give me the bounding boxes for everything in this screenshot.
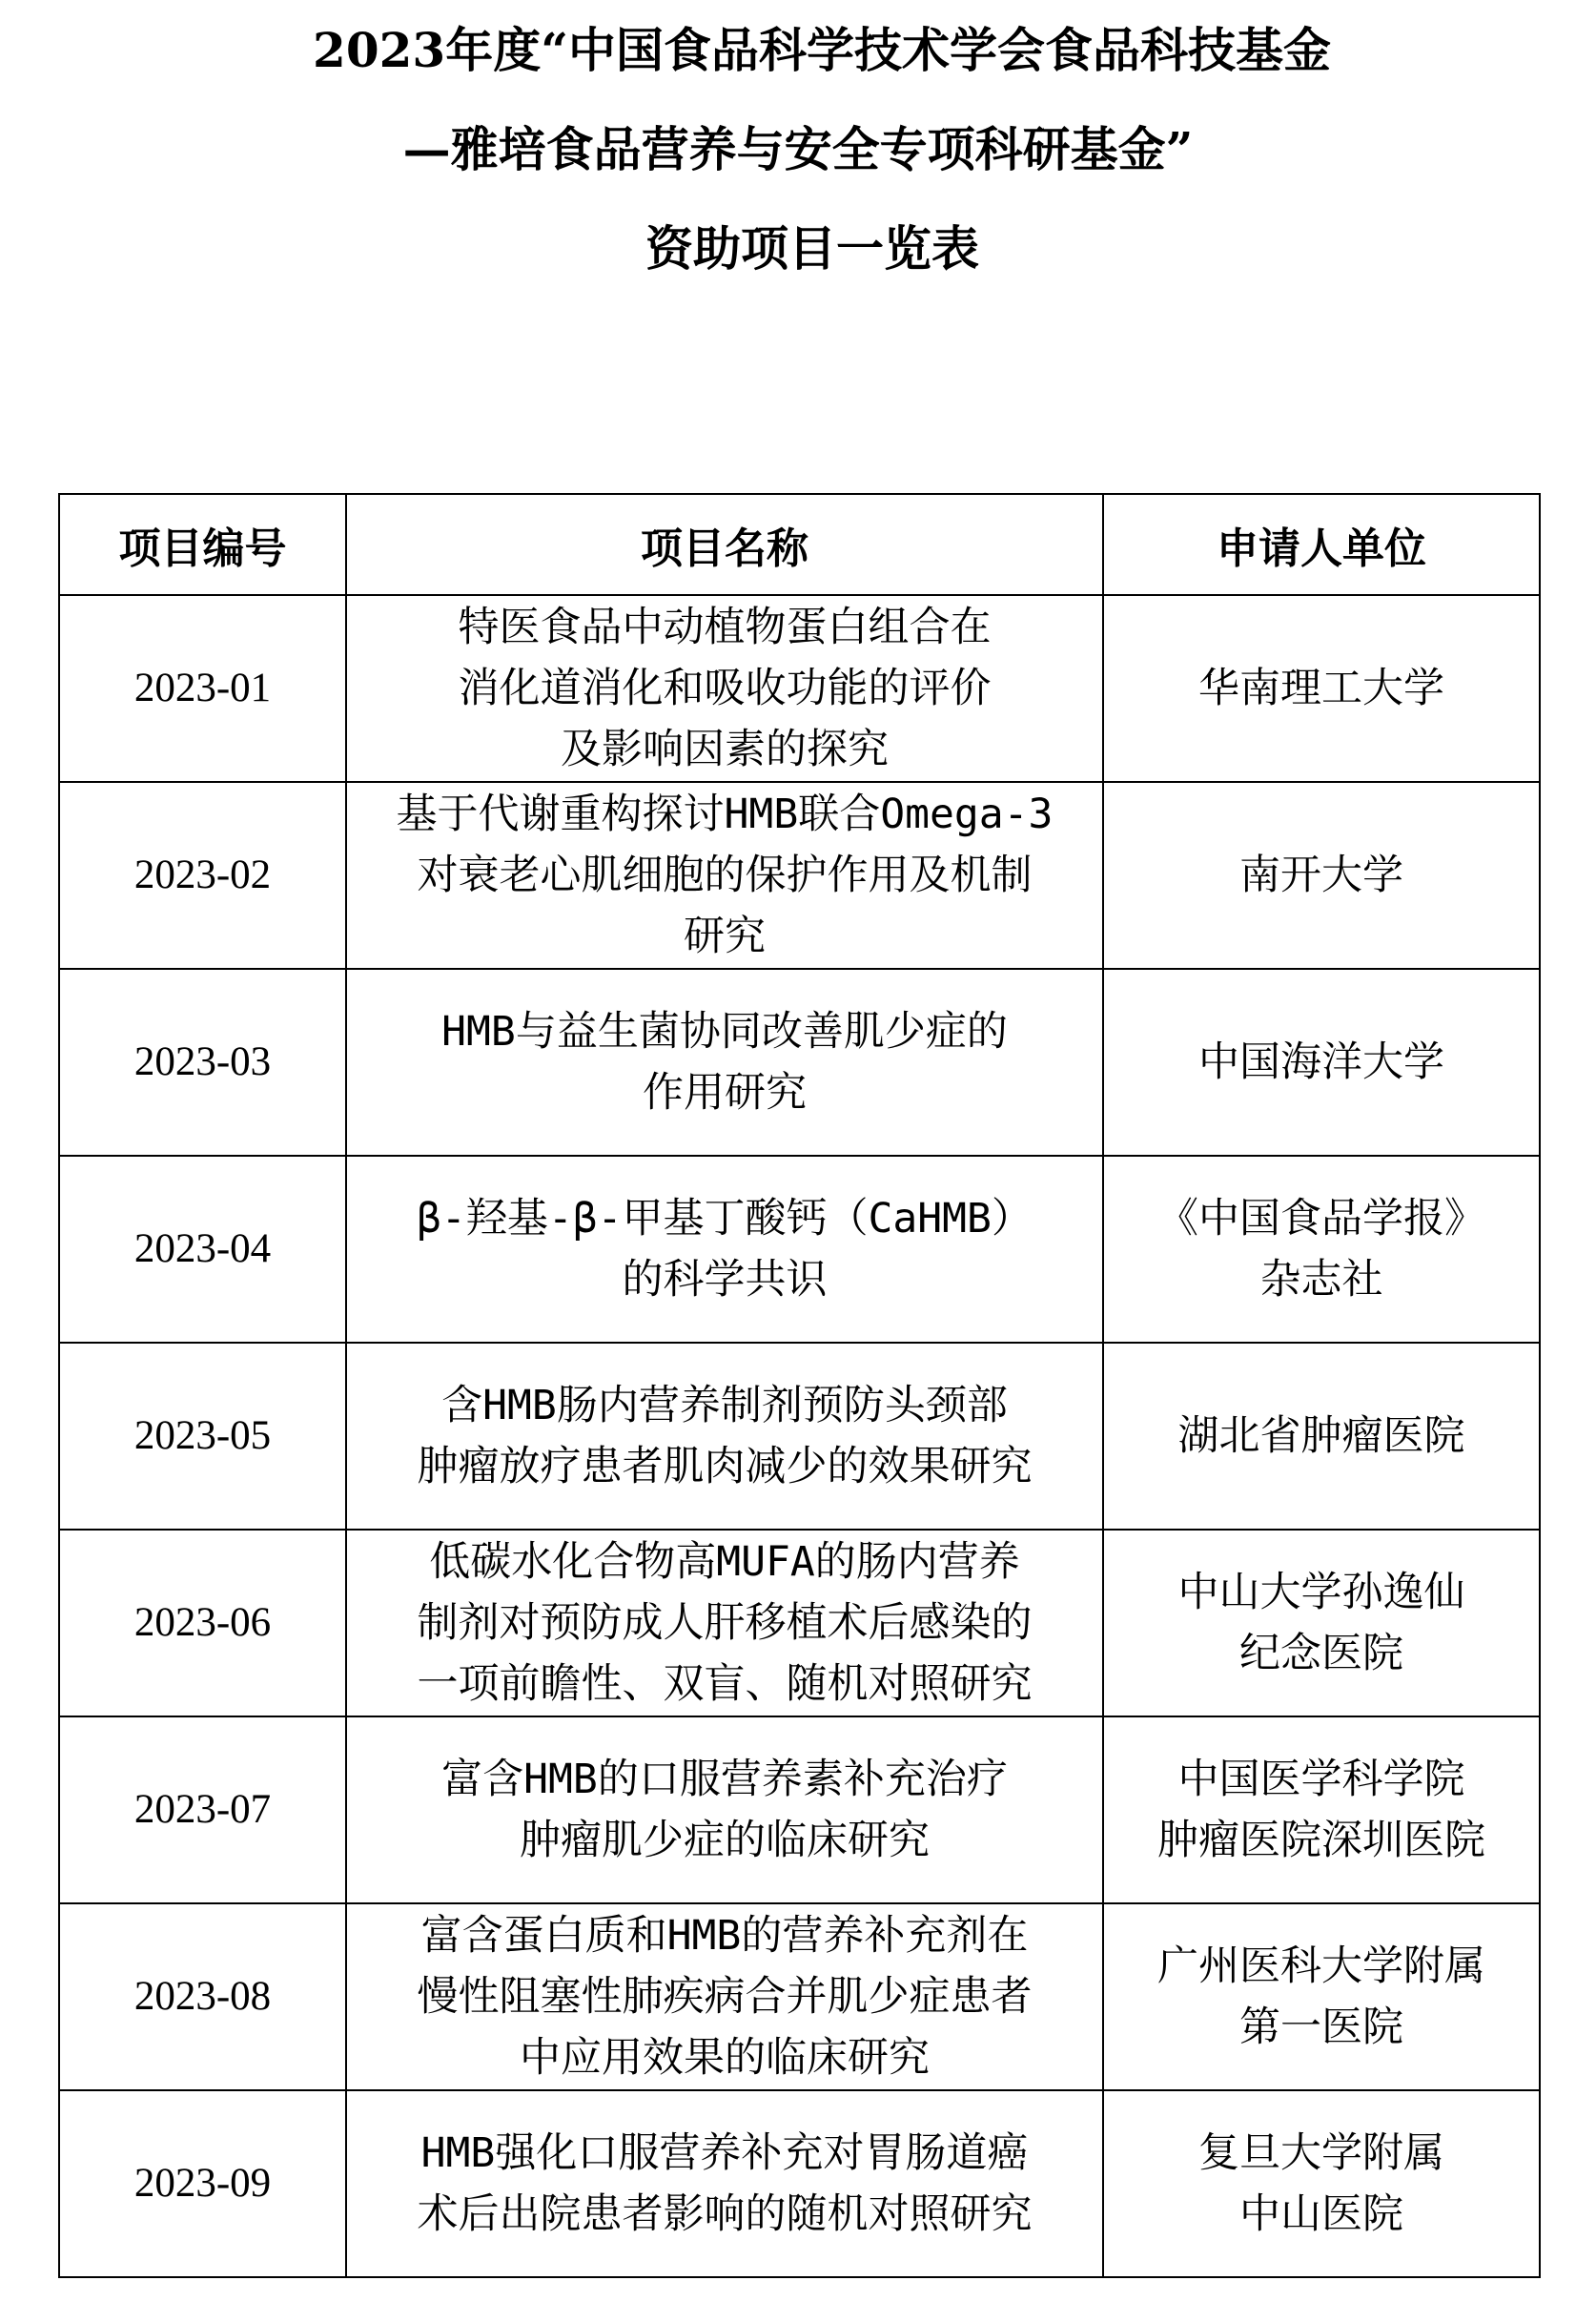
applicant-unit-cell bbox=[1103, 1530, 1540, 1716]
project-name-line: 肿瘤放疗患者肌肉减少的效果研究 bbox=[417, 1443, 1033, 1490]
project-id-cell: 2023-05 bbox=[59, 1343, 346, 1530]
project-name-line: 含HMB肠内营养制剂预防头颈部 bbox=[441, 1382, 1008, 1429]
applicant-unit-line: 南开大学 bbox=[1239, 852, 1403, 899]
applicant-unit-cell bbox=[1103, 1343, 1540, 1530]
project-name-cell bbox=[346, 782, 1103, 969]
applicant-unit-cell bbox=[1103, 1716, 1540, 1903]
project-name-line: 慢性阻塞性肺疾病合并肌少症患者 bbox=[417, 1973, 1033, 2021]
project-name-line: 作用研究 bbox=[643, 1069, 807, 1117]
applicant-unit-line: 纪念医院 bbox=[1239, 1630, 1403, 1677]
project-name-line: β-羟基-β-甲基丁酸钙（CaHMB） bbox=[417, 1195, 1033, 1243]
title-line-3: 资助项目一览表 bbox=[645, 220, 979, 277]
project-name-cell bbox=[346, 1903, 1103, 2090]
project-name-cell bbox=[346, 969, 1103, 1156]
header-project-name: 项目名称 bbox=[346, 494, 1103, 595]
project-name-line: 肿瘤肌少症的临床研究 bbox=[520, 1817, 930, 1864]
project-name-line: 富含HMB的口服营养素补充治疗 bbox=[441, 1756, 1008, 1803]
document-title bbox=[0, 22, 1596, 324]
project-name-line: 研究 bbox=[684, 913, 766, 960]
project-name-line: 特医食品中动植物蛋白组合在 bbox=[458, 604, 992, 651]
project-id-cell: 2023-01 bbox=[59, 595, 346, 782]
project-name-line: HMB强化口服营养补充对胃肠道癌 bbox=[420, 2129, 1029, 2177]
project-id-cell: 2023-07 bbox=[59, 1716, 346, 1903]
applicant-unit-cell bbox=[1103, 1903, 1540, 2090]
applicant-unit-line: 广州医科大学附属 bbox=[1157, 1942, 1485, 1990]
project-name-line: 中应用效果的临床研究 bbox=[520, 2034, 930, 2082]
table-body bbox=[59, 595, 1540, 2277]
table-row bbox=[59, 595, 1540, 782]
applicant-unit-line: 《中国食品学报》 bbox=[1157, 1195, 1485, 1243]
applicant-unit-line: 华南理工大学 bbox=[1198, 665, 1444, 712]
applicant-unit-cell bbox=[1103, 969, 1540, 1156]
applicant-unit-line: 中国海洋大学 bbox=[1198, 1038, 1444, 1086]
project-name-line: 的科学共识 bbox=[622, 1256, 828, 1304]
project-name-line: 术后出院患者影响的随机对照研究 bbox=[417, 2190, 1033, 2238]
applicant-unit-line: 中国医学科学院 bbox=[1177, 1756, 1465, 1803]
project-id-cell: 2023-08 bbox=[59, 1903, 346, 2090]
applicant-unit-line: 中山医院 bbox=[1239, 2190, 1403, 2238]
table-row bbox=[59, 782, 1540, 969]
project-name-line: 基于代谢重构探讨HMB联合Omega-3 bbox=[396, 791, 1054, 838]
project-id-cell: 2023-06 bbox=[59, 1530, 346, 1716]
project-id-cell: 2023-03 bbox=[59, 969, 346, 1156]
title-line-1: 2023年度“中国食品科学技术学会食品科技基金 bbox=[313, 22, 1331, 78]
table-row bbox=[59, 1716, 1540, 1903]
project-name-cell bbox=[346, 1156, 1103, 1343]
applicant-unit-line: 中山大学孙逸仙 bbox=[1177, 1569, 1465, 1616]
project-name-cell bbox=[346, 2090, 1103, 2277]
table-row bbox=[59, 1343, 1540, 1530]
project-name-cell bbox=[346, 1530, 1103, 1716]
project-name-line: 对衰老心肌细胞的保护作用及机制 bbox=[417, 852, 1033, 899]
projects-table bbox=[58, 493, 1541, 2278]
applicant-unit-line: 杂志社 bbox=[1259, 1256, 1383, 1304]
project-name-line: 一项前瞻性、双盲、随机对照研究 bbox=[417, 1660, 1033, 1708]
project-name-line: 消化道消化和吸收功能的评价 bbox=[458, 665, 992, 712]
project-id-cell: 2023-09 bbox=[59, 2090, 346, 2277]
project-name-line: 及影响因素的探究 bbox=[561, 726, 889, 773]
table-row bbox=[59, 969, 1540, 1156]
table-row bbox=[59, 2090, 1540, 2277]
project-name-line: 低碳水化合物高MUFA的肠内营养 bbox=[429, 1538, 1020, 1586]
project-name-line: HMB与益生菌协同改善肌少症的 bbox=[441, 1008, 1008, 1056]
project-name-line: 制剂对预防成人肝移植术后感染的 bbox=[417, 1599, 1033, 1647]
table-row bbox=[59, 1156, 1540, 1343]
applicant-unit-line: 第一医院 bbox=[1239, 2003, 1403, 2051]
applicant-unit-line: 复旦大学附属 bbox=[1198, 2129, 1444, 2177]
table-row bbox=[59, 1903, 1540, 2090]
applicant-unit-cell bbox=[1103, 595, 1540, 782]
table-header-row bbox=[59, 494, 1540, 595]
project-id-cell: 2023-04 bbox=[59, 1156, 346, 1343]
project-name-line: 富含蛋白质和HMB的营养补充剂在 bbox=[420, 1912, 1029, 1960]
table-row bbox=[59, 1530, 1540, 1716]
header-project-id: 项目编号 bbox=[59, 494, 346, 595]
applicant-unit-cell bbox=[1103, 782, 1540, 969]
applicant-unit-cell bbox=[1103, 1156, 1540, 1343]
header-applicant-unit: 申请人单位 bbox=[1103, 494, 1540, 595]
title-line-2: —雅培食品营养与安全专项科研基金” bbox=[402, 121, 1194, 177]
project-name-cell bbox=[346, 595, 1103, 782]
applicant-unit-cell bbox=[1103, 2090, 1540, 2277]
project-name-cell bbox=[346, 1343, 1103, 1530]
project-name-cell bbox=[346, 1716, 1103, 1903]
project-id-cell: 2023-02 bbox=[59, 782, 346, 969]
applicant-unit-line: 湖北省肿瘤医院 bbox=[1177, 1412, 1465, 1460]
applicant-unit-line: 肿瘤医院深圳医院 bbox=[1157, 1817, 1485, 1864]
